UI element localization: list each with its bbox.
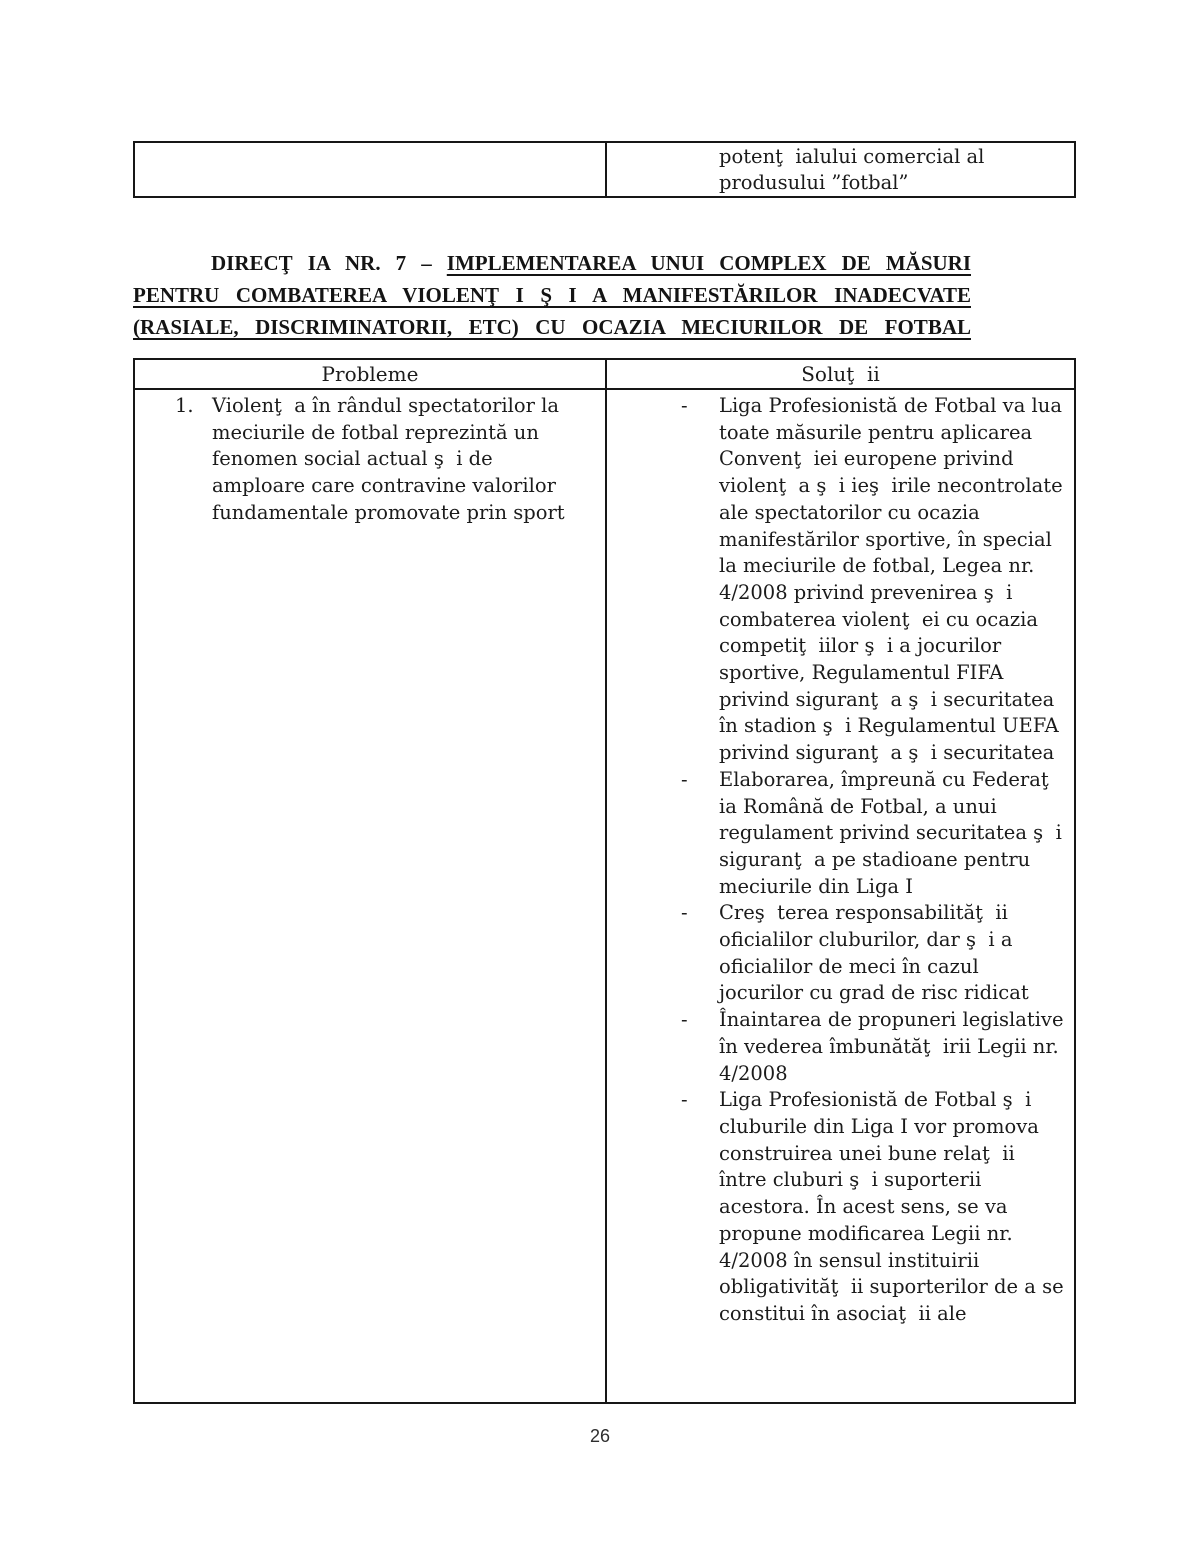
section-heading — [133, 247, 971, 343]
section-heading-line3: (RASIALE, DISCRIMINATORII, ETC) CU OCAZIA MECIURILOR DE FOTBAL — [133, 315, 971, 339]
bullet-dash: - — [681, 901, 688, 925]
section-heading-line2: PENTRU COMBATEREA VIOLENŢ I Ş I A MANIFESTĂRILOR INADECVATE — [133, 283, 971, 307]
solution-text: Elaborarea, împreună cu Federaţ ia Română de Fotbal, a unui regulament privind securitatea ş i siguranţ a pe stadioane pentru meciurile din Liga I — [719, 767, 1069, 898]
column-header-probleme: Probleme — [135, 360, 607, 388]
problem-number: 1. — [175, 394, 194, 417]
heading-title-part1: IMPLEMENTAREA UNUI COMPLEX DE MĂSURI — [446, 251, 971, 275]
problems-cell — [135, 390, 607, 1402]
solution-item — [607, 767, 1074, 901]
continuation-cell-left — [135, 143, 607, 196]
bullet-dash: - — [681, 1088, 688, 1112]
continuation-table — [133, 141, 1076, 198]
solution-text: Creş terea responsabilităţ ii oficialilor cluburilor, dar ş i a oficialilor de meci în cazul jocurilor cu grad de risc ridicat — [719, 901, 1029, 1005]
solution-text: Înaintarea de propuneri legislative în vederea îmbunătăţ irii Legii nr. 4/2008 — [719, 1008, 1070, 1085]
solution-text: Liga Profesionistă de Fotbal ş i cluburile din Liga I vor promova construirea unei bune relaţ ii între cluburi ş i suporterii acestora. În acest sens, se va propune modificarea Legii nr. 4/2008 în sensul instituirii obligativităţ ii suporterilor de a se constitui în asociaţ ii ale — [719, 1088, 1070, 1325]
problems-solutions-table — [133, 358, 1076, 1404]
bullet-dash: - — [681, 1008, 688, 1032]
solution-item — [607, 900, 1074, 1007]
solution-item — [607, 393, 1074, 767]
heading-prefix: DIRECŢ IA NR. 7 – — [211, 251, 432, 275]
solutions-cell — [607, 390, 1074, 1402]
section-heading-line1 — [133, 247, 971, 279]
column-header-solutii: Soluţ ii — [801, 362, 880, 386]
problem-text: Violenţ a în rândul spectatorilor la meciurile de fotbal reprezintă un fenomen social actual ş i de amploare care contravine valorilor fundamentale promovate prin sport — [212, 394, 566, 524]
page-number: 26 — [589, 1426, 611, 1446]
problem-item — [135, 393, 605, 527]
table-header-row — [135, 360, 1074, 390]
solution-text: Liga Profesionistă de Fotbal va lua toate măsurile pentru aplicarea Convenţ iei europene privind violenţ a ş i ieş irile necontrolate ale spectatorilor cu ocazia manifestărilor sportive, în special la meciurile de fotbal, Legea nr. 4/2008 privind prevenirea ş i combaterea violenţ ei cu ocazia competiţ iilor ş i a jocurilor sportive, Regulamentul FIFA privind siguranţ a ş i securitatea în stadion ş i Regulamentul UEFA privind siguranţ a ş i securitatea — [719, 394, 1069, 765]
bullet-dash: - — [681, 767, 688, 791]
bullet-dash: - — [681, 394, 688, 417]
continuation-cell-right: potenţ ialului comercial al produsului ”fotbal” — [719, 145, 991, 194]
table-body-row — [135, 390, 1074, 1402]
solution-item — [607, 1087, 1074, 1327]
solution-item — [607, 1007, 1074, 1087]
